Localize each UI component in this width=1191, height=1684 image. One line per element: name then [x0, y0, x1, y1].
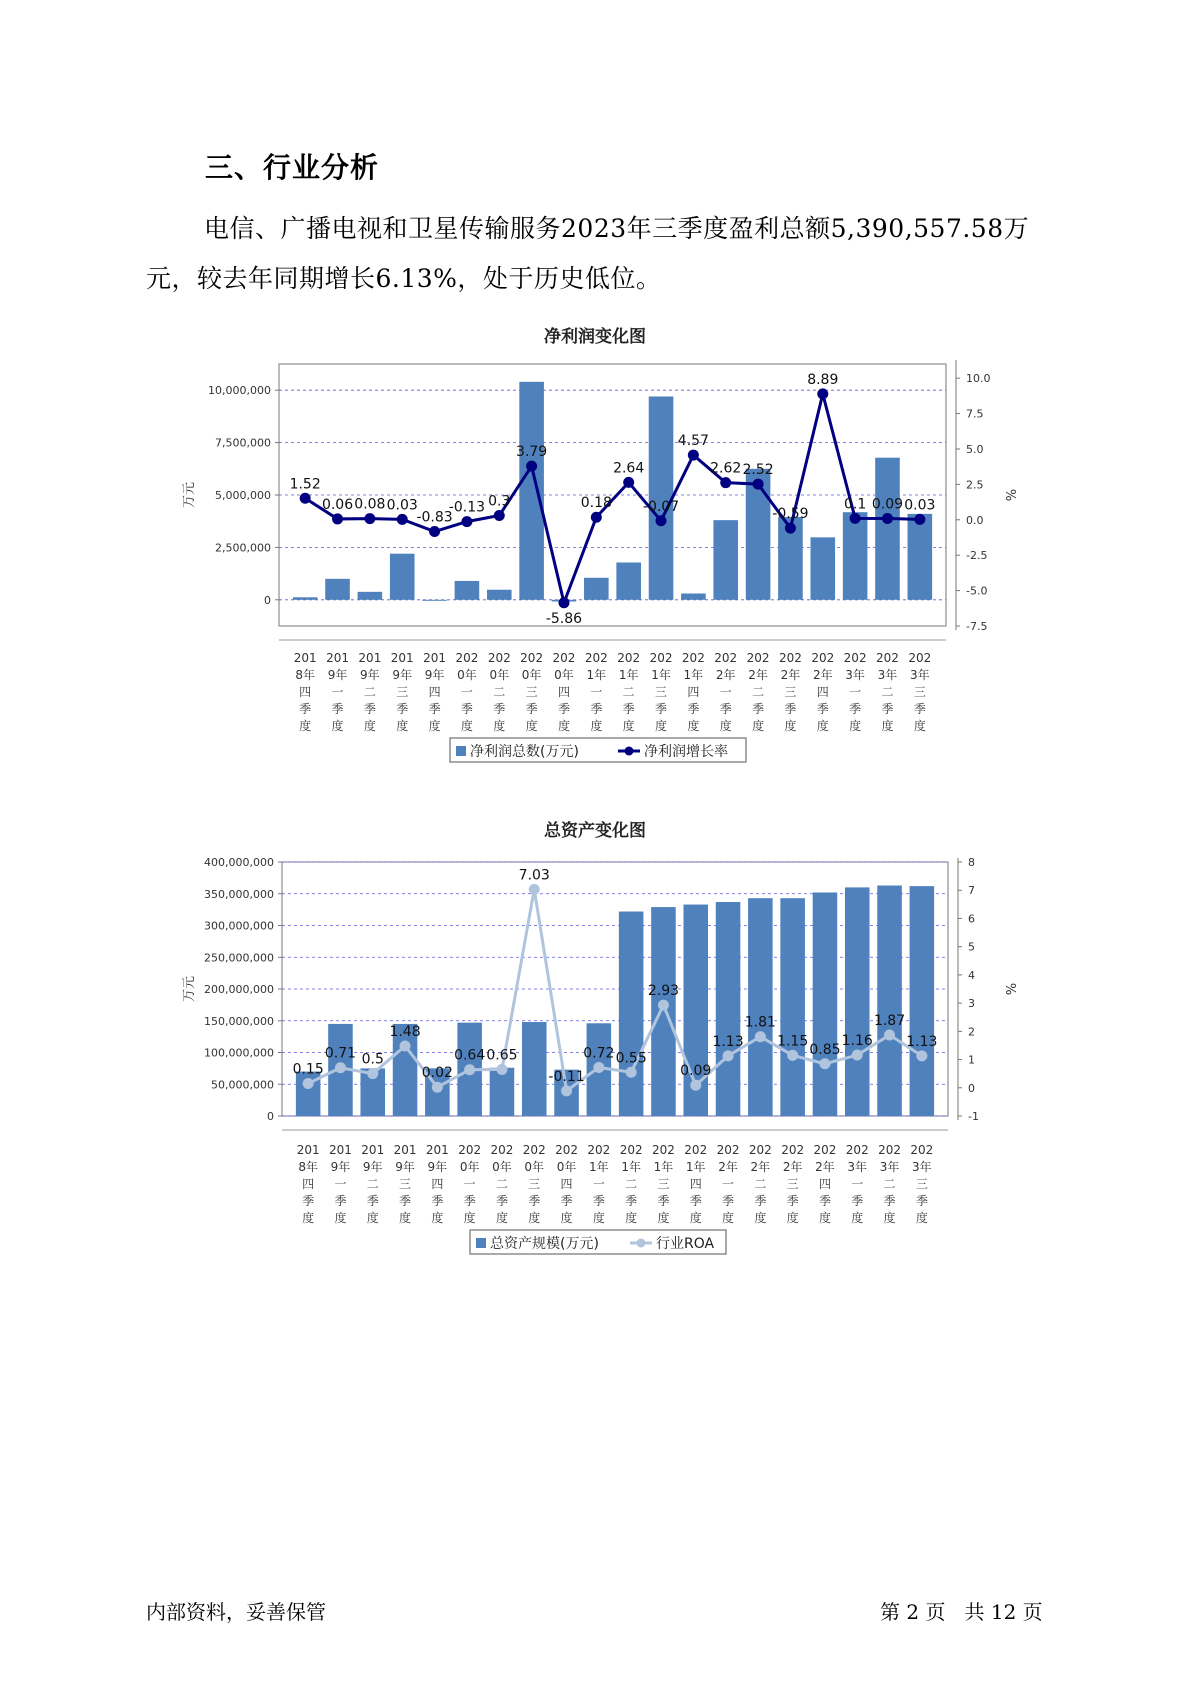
x-tick-label: 202 0年四季度	[555, 1143, 579, 1225]
x-tick-label: 202 2年三季度	[778, 651, 802, 733]
x-tick-label: 202 0年一季度	[458, 1143, 482, 1225]
legend-bar-label: 净利润总数(万元)	[470, 744, 579, 760]
y2-tick-label: 0	[968, 1081, 975, 1095]
net-profit-chart	[0, 318, 1191, 770]
x-tick-label: 201 9年三季度	[390, 651, 414, 733]
data-label: 2.52	[742, 462, 774, 479]
x-tick-label: 201 8年四季度	[293, 651, 317, 733]
bar	[681, 594, 706, 600]
data-label: 0.3	[488, 493, 511, 510]
line-point	[496, 1064, 507, 1075]
y2-tick-label: 7	[968, 884, 975, 898]
data-label: 0.09	[680, 1063, 712, 1080]
line-point	[529, 884, 540, 895]
bar	[487, 590, 512, 600]
x-tick-label: 201 9年一季度	[328, 1143, 352, 1225]
x-tick-label: 202 1年二季度	[617, 651, 641, 733]
y2-tick-label: 1	[968, 1053, 975, 1067]
data-label: 0.72	[583, 1045, 615, 1062]
x-tick-label: 202 3年三季度	[908, 651, 932, 733]
footer-page-number: 第 2 页 共 12 页	[880, 1600, 1043, 1624]
line-point	[850, 513, 861, 524]
x-tick-label: 202 0年三季度	[522, 1143, 546, 1225]
line-point	[300, 493, 311, 504]
y-tick-label: 2,500,000	[215, 541, 271, 555]
y-axis-title: 万元	[182, 481, 197, 509]
line-point	[688, 450, 699, 461]
bar	[293, 597, 318, 600]
legend-bar-label: 总资产规模(万元)	[490, 1236, 599, 1252]
bar	[748, 898, 773, 1116]
data-label: 1.87	[873, 1013, 906, 1030]
y-tick-label: 50,000,000	[211, 1078, 274, 1092]
x-tick-label: 202 3年二季度	[878, 1143, 902, 1225]
data-label: 0.18	[580, 495, 612, 512]
line-point	[817, 388, 828, 399]
line-point	[623, 477, 634, 488]
line-point	[591, 512, 602, 523]
line-point	[656, 515, 667, 526]
legend-bar-swatch	[456, 746, 466, 756]
y-tick-label: 10,000,000	[208, 384, 271, 398]
y2-tick-label: 0.0	[966, 513, 984, 527]
x-tick-label: 202 1年四季度	[684, 1143, 708, 1225]
data-label: -5.86	[545, 610, 583, 627]
bar	[908, 514, 933, 600]
y-tick-label: 250,000,000	[204, 951, 274, 965]
line-point	[561, 1085, 572, 1096]
x-tick-label: 201 9年四季度	[425, 1143, 449, 1225]
data-label: 1.13	[712, 1033, 744, 1050]
y-tick-label: 200,000,000	[204, 983, 274, 996]
y-tick-label: 7,500,000	[215, 436, 271, 450]
x-tick-label: 202 1年二季度	[619, 1143, 643, 1225]
y-tick-label: 150,000,000	[204, 1014, 274, 1028]
x-tick-label: 202 1年一季度	[587, 1143, 611, 1225]
data-label: 2.64	[613, 460, 645, 477]
x-tick-label: 202 3年三季度	[910, 1143, 934, 1225]
x-tick-label: 201 9年二季度	[361, 1143, 385, 1225]
line-point	[593, 1062, 604, 1073]
bar	[780, 898, 805, 1116]
data-label: 0.06	[321, 496, 354, 513]
data-label: -0.13	[448, 499, 486, 516]
bar	[422, 600, 447, 601]
data-label: 0.5	[361, 1051, 384, 1068]
x-tick-label: 202 0年二季度	[490, 1143, 514, 1225]
legend-line-marker	[625, 747, 634, 756]
data-label: 0.02	[421, 1065, 453, 1082]
y2-axis-title: %	[1002, 982, 1017, 996]
bar	[651, 907, 676, 1116]
line-point	[884, 1030, 895, 1041]
y2-tick-label: 7.5	[966, 407, 984, 421]
y-tick-label: 0	[267, 1110, 274, 1123]
x-tick-label: 201 9年四季度	[423, 651, 447, 733]
bar	[325, 579, 350, 600]
x-tick-label: 202 1年三季度	[651, 1143, 675, 1225]
bar	[810, 537, 835, 599]
line-point	[819, 1058, 830, 1069]
x-tick-label: 202 2年四季度	[813, 1143, 837, 1225]
data-label: 0.08	[354, 496, 386, 513]
y2-tick-label: -1	[968, 1110, 979, 1123]
data-label: 7.03	[518, 867, 550, 884]
line-point	[364, 513, 375, 524]
x-tick-label: 202 1年三季度	[649, 651, 673, 733]
y2-tick-label: 10.0	[966, 372, 991, 386]
data-label: 1.13	[906, 1033, 938, 1050]
data-label: -0.11	[548, 1068, 585, 1085]
x-tick-label: 201 9年二季度	[358, 651, 382, 733]
data-label: 0.09	[871, 496, 904, 513]
x-tick-label: 202 2年三季度	[781, 1143, 805, 1225]
y2-tick-label: 8	[968, 856, 975, 869]
bar	[490, 1068, 515, 1116]
data-label: 0.03	[904, 497, 936, 514]
line-point	[916, 1050, 927, 1061]
y-tick-label: 350,000,000	[204, 887, 274, 901]
line-point	[690, 1080, 701, 1091]
data-label: 1.81	[744, 1014, 776, 1031]
line-point	[494, 510, 505, 521]
total-assets-chart	[0, 812, 1191, 1262]
x-tick-label: 202 3年二季度	[876, 651, 899, 733]
x-tick-label: 202 3年一季度	[845, 1143, 869, 1225]
x-tick-label: 201 9年一季度	[326, 651, 349, 733]
x-tick-label: 202 2年二季度	[748, 1143, 772, 1225]
x-tick-label: 202 3年一季度	[843, 651, 867, 733]
data-label: -0.59	[772, 506, 809, 523]
line-point	[400, 1041, 411, 1052]
bar	[619, 912, 644, 1116]
line-point	[723, 1050, 734, 1061]
net-profit-chart-svg	[0, 318, 1191, 770]
data-label: 0.1	[843, 496, 867, 513]
footer-confidential: 内部资料，妥善保管	[146, 1600, 326, 1624]
y2-tick-label: 2	[968, 1025, 975, 1039]
data-label: 0.71	[324, 1045, 357, 1062]
x-tick-label: 202 0年四季度	[552, 651, 576, 733]
line-point	[367, 1068, 378, 1079]
chart-title: 总资产变化图	[544, 821, 646, 841]
bar	[813, 892, 838, 1116]
legend-line-marker	[637, 1239, 646, 1248]
data-label: 0.03	[386, 497, 418, 514]
x-tick-label: 202 1年四季度	[681, 651, 705, 733]
y2-tick-label: 2.5	[966, 478, 984, 492]
data-label: 1.16	[841, 1033, 873, 1050]
y-tick-label: 5,000,000	[215, 489, 271, 502]
data-label: 2.93	[647, 983, 680, 1000]
y2-tick-label: -7.5	[966, 620, 988, 633]
line-point	[332, 513, 343, 524]
bar	[358, 592, 383, 600]
y2-tick-label: -5.0	[966, 584, 988, 598]
bar	[584, 578, 609, 600]
line-point	[914, 514, 925, 525]
line-point	[626, 1067, 637, 1078]
x-tick-label: 201 8年四季度	[296, 1143, 320, 1225]
line-point	[429, 526, 440, 537]
y2-tick-label: -2.5	[966, 549, 988, 563]
line-point	[464, 1064, 475, 1075]
y-tick-label: 100,000,000	[204, 1046, 274, 1060]
data-label: 3.79	[516, 444, 548, 461]
bar	[843, 512, 868, 600]
x-tick-label: 202 0年一季度	[455, 651, 479, 733]
line-point	[787, 1050, 798, 1061]
bar	[522, 1022, 547, 1116]
y2-tick-label: 6	[968, 912, 975, 926]
x-tick-label: 202 2年一季度	[714, 651, 738, 733]
data-label: 0.15	[292, 1061, 324, 1078]
data-label: 8.89	[807, 371, 839, 388]
y2-axis-title: %	[1002, 488, 1017, 502]
x-tick-label: 202 2年二季度	[746, 651, 770, 733]
line-point	[526, 461, 537, 472]
x-tick-label: 202 2年一季度	[716, 1143, 740, 1225]
bar	[455, 581, 480, 600]
line-point	[461, 516, 472, 527]
total-assets-chart-svg	[0, 812, 1191, 1262]
x-tick-label: 202 2年四季度	[811, 651, 835, 733]
bar	[845, 887, 870, 1116]
legend-line-label: 净利润增长率	[644, 744, 728, 760]
y-tick-label: 400,000,000	[204, 856, 274, 869]
y2-tick-label: 5.0	[966, 442, 984, 456]
line-point	[755, 1031, 766, 1042]
x-tick-label: 201 9年三季度	[393, 1143, 417, 1225]
line-point	[558, 597, 569, 608]
section-heading: 三、行业分析	[205, 151, 380, 184]
y-tick-label: 0	[264, 593, 271, 607]
bar	[910, 886, 935, 1116]
chart-title: 净利润变化图	[544, 327, 646, 347]
data-label: 1.48	[389, 1024, 421, 1041]
bar	[716, 902, 741, 1116]
data-label: -0.83	[416, 509, 453, 526]
y2-tick-label: 4	[968, 968, 975, 982]
data-label: 0.64	[454, 1047, 486, 1064]
line-point	[785, 523, 796, 534]
line-point	[432, 1082, 443, 1093]
x-tick-label: 202 0年三季度	[520, 651, 544, 733]
line-point	[753, 479, 764, 490]
bar	[616, 562, 641, 599]
line-point	[852, 1050, 863, 1061]
bar	[519, 382, 544, 600]
line-point	[882, 513, 893, 524]
bar	[390, 554, 415, 600]
analysis-paragraph: 电信、广播电视和卫星传输服务2023年三季度盈利总额5,390,557.58万元，较去年同期增长6.13%，处于历史低位。	[146, 214, 1030, 293]
bar	[877, 885, 902, 1116]
legend-line-label: 行业ROA	[656, 1236, 715, 1252]
line-point	[658, 1000, 669, 1011]
data-label: -0.07	[642, 498, 680, 515]
y2-tick-label: 5	[968, 940, 975, 954]
x-tick-label: 202 0年二季度	[487, 651, 511, 733]
line-point	[397, 514, 408, 525]
legend-bar-swatch	[476, 1238, 486, 1248]
line-point	[303, 1078, 314, 1089]
data-label: 4.57	[677, 433, 709, 450]
data-label: 0.85	[809, 1041, 841, 1058]
data-label: 1.15	[777, 1033, 809, 1050]
y2-tick-label: 3	[968, 997, 975, 1011]
data-label: 0.55	[615, 1050, 647, 1067]
y-tick-label: 300,000,000	[204, 919, 274, 933]
line-point	[720, 477, 731, 488]
bar	[875, 458, 900, 600]
line-point	[335, 1062, 346, 1073]
data-label: 1.52	[289, 476, 321, 493]
data-label: 2.62	[710, 460, 742, 477]
data-label: 0.65	[486, 1047, 518, 1064]
bar	[713, 520, 738, 600]
x-tick-label: 202 1年一季度	[584, 651, 608, 733]
y-axis-title: 万元	[182, 975, 197, 1003]
